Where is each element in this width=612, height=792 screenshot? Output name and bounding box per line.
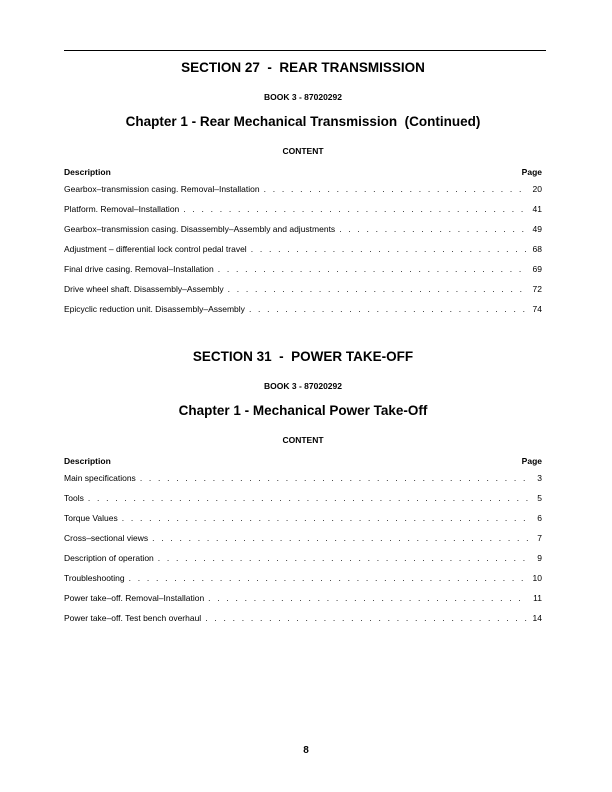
toc-entry-page: 3 [537, 473, 542, 483]
toc-leader-dots [140, 472, 528, 484]
toc-list [64, 183, 542, 323]
toc-entry-page: 9 [537, 553, 542, 563]
toc-entry-text: Platform. Removal–Installation [64, 204, 180, 214]
toc-entry-text: Final drive casing. Removal–Installation [64, 264, 214, 274]
toc-entry-page: 5 [537, 493, 542, 503]
toc-leader-dots [264, 183, 528, 195]
toc-entry-page: 14 [532, 613, 542, 623]
toc-entry-text: Main specifications [64, 473, 136, 483]
toc-entry [64, 303, 542, 323]
toc-entry [64, 572, 542, 592]
toc-entry-page: 6 [537, 513, 542, 523]
toc-entry-text: Epicyclic reduction unit. Disassembly–Assembly [64, 304, 245, 314]
toc-header [64, 455, 542, 467]
toc-entry [64, 283, 542, 303]
toc-leader-dots [339, 223, 528, 235]
top-rule [64, 50, 546, 51]
toc-leader-dots [205, 612, 528, 624]
toc-entry-text: Power take–off. Test bench overhaul [64, 613, 202, 623]
toc-entry-page: 74 [532, 304, 542, 314]
toc-leader-dots [88, 492, 528, 504]
toc-leader-dots [129, 572, 528, 584]
toc-entry-text: Description of operation [64, 553, 154, 563]
content-label: CONTENT [282, 435, 324, 445]
toc-entry [64, 612, 542, 632]
toc-entry-page: 41 [532, 204, 542, 214]
toc-leader-dots [228, 283, 528, 295]
toc-entry [64, 203, 542, 223]
toc-entry [64, 183, 542, 203]
toc-entry-text: Troubleshooting [64, 573, 125, 583]
toc-entry-page: 7 [537, 533, 542, 543]
section-title: SECTION 27 - REAR TRANSMISSION [181, 60, 425, 75]
toc-entry [64, 243, 542, 263]
toc-entry-page: 69 [532, 264, 542, 274]
toc-leader-dots [122, 512, 528, 524]
toc-entry-text: Tools [64, 493, 84, 503]
toc-entry [64, 223, 542, 243]
toc-entry-page: 72 [532, 284, 542, 294]
toc-entry-text: Torque Values [64, 513, 118, 523]
toc-leader-dots [218, 263, 528, 275]
toc-leader-dots [183, 203, 528, 215]
toc-entry [64, 592, 542, 612]
toc-header-description: Description [64, 167, 111, 177]
toc-header-page: Page [521, 167, 542, 177]
toc-leader-dots [251, 243, 528, 255]
section-27 [64, 59, 542, 323]
toc-entry [64, 472, 542, 492]
chapter-title: Chapter 1 - Rear Mechanical Transmission (Continued) [125, 114, 481, 129]
toc-leader-dots [158, 552, 528, 564]
toc-list [64, 472, 542, 632]
toc-entry-page: 49 [532, 224, 542, 234]
page-number: 8 [303, 745, 309, 756]
toc-leader-dots [152, 532, 528, 544]
toc-entry-page: 11 [533, 593, 542, 603]
toc-entry-page: 20 [532, 184, 542, 194]
toc-header-page: Page [521, 456, 542, 466]
toc-leader-dots [208, 592, 528, 604]
toc-header-description: Description [64, 456, 111, 466]
toc-leader-dots [249, 303, 528, 315]
toc-entry [64, 263, 542, 283]
toc-entry-text: Adjustment – differential lock control pedal travel [64, 244, 247, 254]
chapter-title: Chapter 1 - Mechanical Power Take-Off [178, 403, 428, 418]
toc-entry [64, 532, 542, 552]
toc-entry-text: Gearbox–transmission casing. Removal–Installation [64, 184, 260, 194]
toc-entry [64, 512, 542, 532]
book-reference: BOOK 3 - 87020292 [264, 92, 342, 102]
toc-entry-page: 10 [532, 573, 542, 583]
toc-header [64, 166, 542, 178]
section-title: SECTION 31 - POWER TAKE-OFF [192, 349, 414, 364]
toc-entry-text: Gearbox–transmission casing. Disassembly–Assembly and adjustments [64, 224, 336, 234]
toc-entry-text: Cross–sectional views [64, 533, 149, 543]
toc-entry-text: Power take–off. Removal–Installation [64, 593, 205, 603]
toc-entry-text: Drive wheel shaft. Disassembly–Assembly [64, 284, 224, 294]
book-reference: BOOK 3 - 87020292 [264, 381, 342, 391]
toc-entry [64, 552, 542, 572]
section-31 [64, 348, 542, 632]
toc-entry-page: 68 [532, 244, 542, 254]
toc-entry [64, 492, 542, 512]
content-label: CONTENT [282, 146, 324, 156]
